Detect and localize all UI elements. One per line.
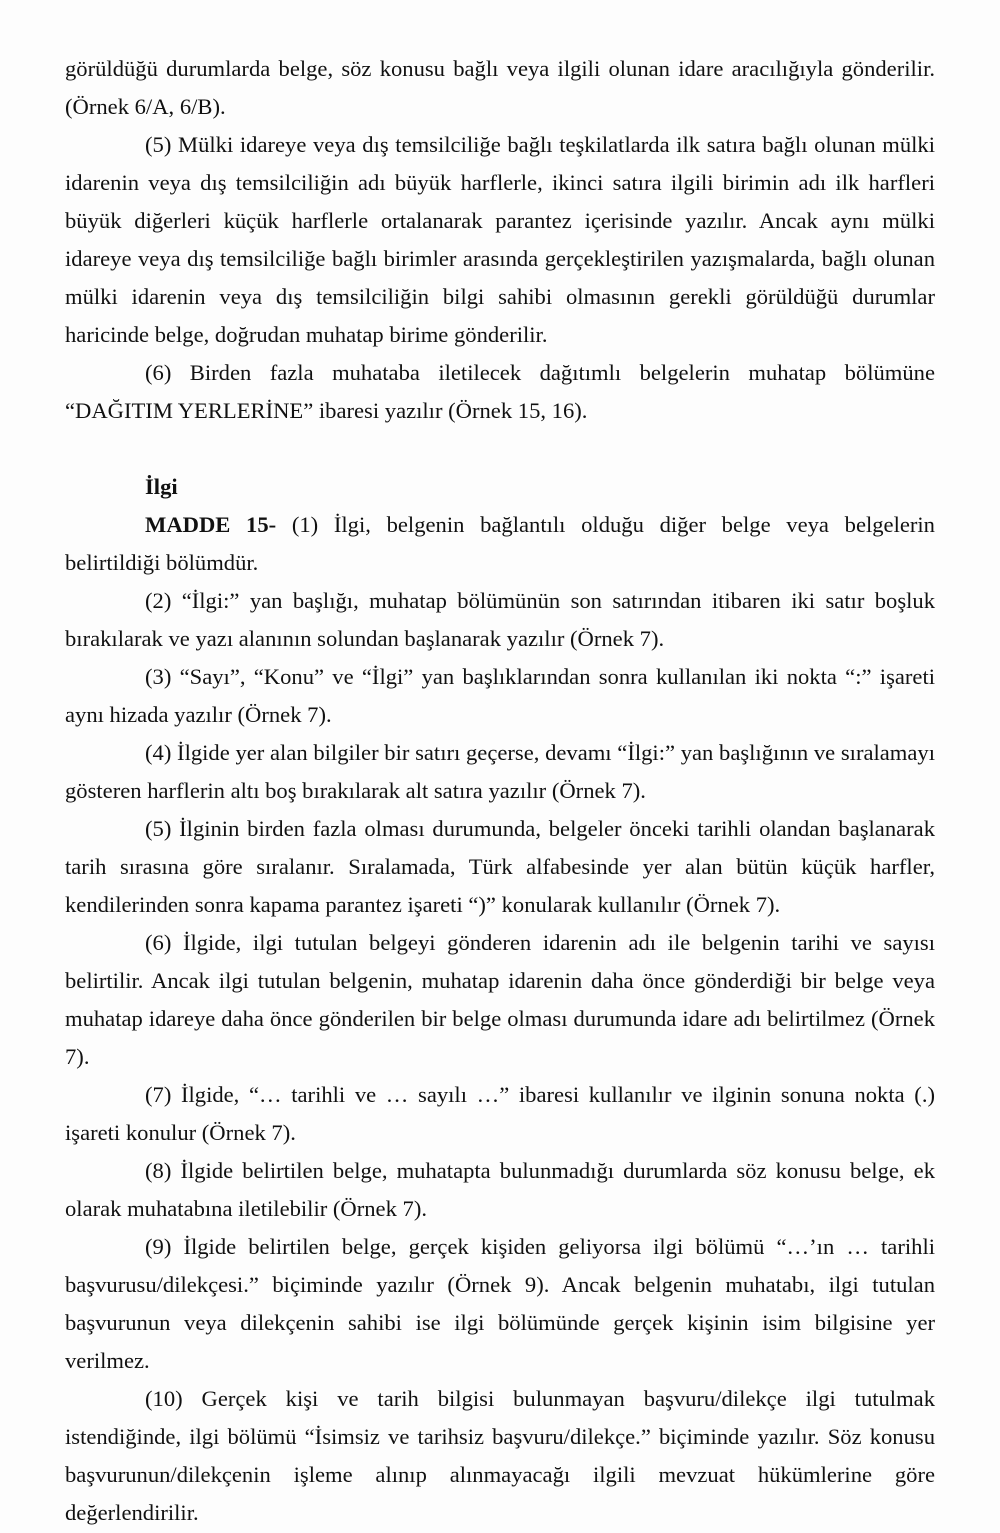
- paragraph-3: (3) “Sayı”, “Konu” ve “İlgi” yan başlıklarından sonra kullanılan iki nokta “:” işareti aynı hizada yazılır (Örnek 7).: [65, 664, 935, 727]
- section-heading-ilgi: İlgi: [145, 474, 178, 499]
- paragraph-5-muhatap: (5) Mülki idareye veya dış temsilciliğe bağlı teşkilatlarda ilk satıra bağlı olunan mülki idarenin veya dış temsilciliğin adı büyük harflerle, ikinci satıra ilgili birimin adı ilk harfleri büyük diğerleri küçük harflerle ortalanarak parantez içerisinde yazılır. Ancak aynı mülki idareye veya dış temsilciliğe bağlı birimler arasında gerçekleştirilen yazışmalarda, bağlı olunan mülki idarenin veya dış temsilciliğin bilgi sahibi olmasının gerekli görüldüğü durumlar haricinde belge, doğrudan muhatap birime gönderilir.: [65, 132, 935, 347]
- paragraph-madde-15: [65, 506, 935, 582]
- paragraph-9: (9) İlgide belirtilen belge, gerçek kişiden geliyorsa ilgi bölümü “…’ın … tarihli başvurusu/dilekçesi.” biçiminde yazılır (Örnek 9). Ancak belgenin muhatabı, ilgi tutulan başvurunun veya dilekçenin sahibi ise ilgi bölümünde gerçek kişinin isim bilgisine yer verilmez.: [65, 1234, 935, 1373]
- paragraph-5-ilgi: (5) İlginin birden fazla olması durumunda, belgeler önceki tarihli olandan başlanarak tarih sırasına göre sıralanır. Sıralamada, Türk alfabesinde yer alan bütün küçük harfler, kendilerinden sonra kapama parantez işareti “)” konularak kullanılır (Örnek 7).: [65, 816, 935, 917]
- paragraph-6-ilgi: (6) İlgide, ilgi tutulan belgeyi gönderen idarenin adı ile belgenin tarihi ve sayısı belirtilir. Ancak ilgi tutulan belgenin, muhatap idarenin daha önce gönderdiği bir belge veya muhatap idareye daha önce gönderilen bir belge olması durumunda idare adı belirtilmez (Örnek 7).: [65, 930, 935, 1069]
- paragraph-4: (4) İlgide yer alan bilgiler bir satırı geçerse, devamı “İlgi:” yan başlığının ve sıralamayı gösteren harflerin altı boş bırakılarak alt satıra yazılır (Örnek 7).: [65, 740, 935, 803]
- paragraph-2: (2) “İlgi:” yan başlığı, muhatap bölümünün son satırından itibaren iki satır boşluk bırakılarak ve yazı alanının solundan başlanarak yazılır (Örnek 7).: [65, 588, 935, 651]
- paragraph-6-dagitim: (6) Birden fazla muhataba iletilecek dağıtımlı belgelerin muhatap bölümüne “DAĞITIM YERLERİNE” ibaresi yazılır (Örnek 15, 16).: [65, 360, 935, 423]
- paragraph-7: (7) İlgide, “… tarihli ve … sayılı …” ibaresi kullanılır ve ilginin sonuna nokta (.) işareti konulur (Örnek 7).: [65, 1082, 935, 1145]
- paragraph-10: (10) Gerçek kişi ve tarih bilgisi bulunmayan başvuru/dilekçe ilgi tutulmak istendiğinde, ilgi bölümü “İsimsiz ve tarihsiz başvuru/dilekçe.” biçiminde yazılır. Söz konusu başvurunun/dilekçenin işleme alınıp alınmayacağı ilgili mevzuat hükümlerine göre değerlendirilir.: [65, 1386, 935, 1525]
- madde-body: (1) İlgi, belgenin bağlantılı olduğu diğer belge veya belgelerin belirtildiği bölümdür.: [65, 512, 935, 575]
- document-text-body: [65, 50, 935, 1532]
- paragraph-8: (8) İlgide belirtilen belge, muhatapta bulunmadığı durumlarda söz konusu belge, ek olarak muhatabına iletilebilir (Örnek 7).: [65, 1158, 935, 1221]
- heading-spacer: [65, 430, 935, 468]
- madde-label: MADDE 15-: [145, 512, 277, 537]
- paragraph-continuation: görüldüğü durumlarda belge, söz konusu bağlı veya ilgili olunan idare aracılığıyla gönderilir. (Örnek 6/A, 6/B).: [65, 56, 935, 119]
